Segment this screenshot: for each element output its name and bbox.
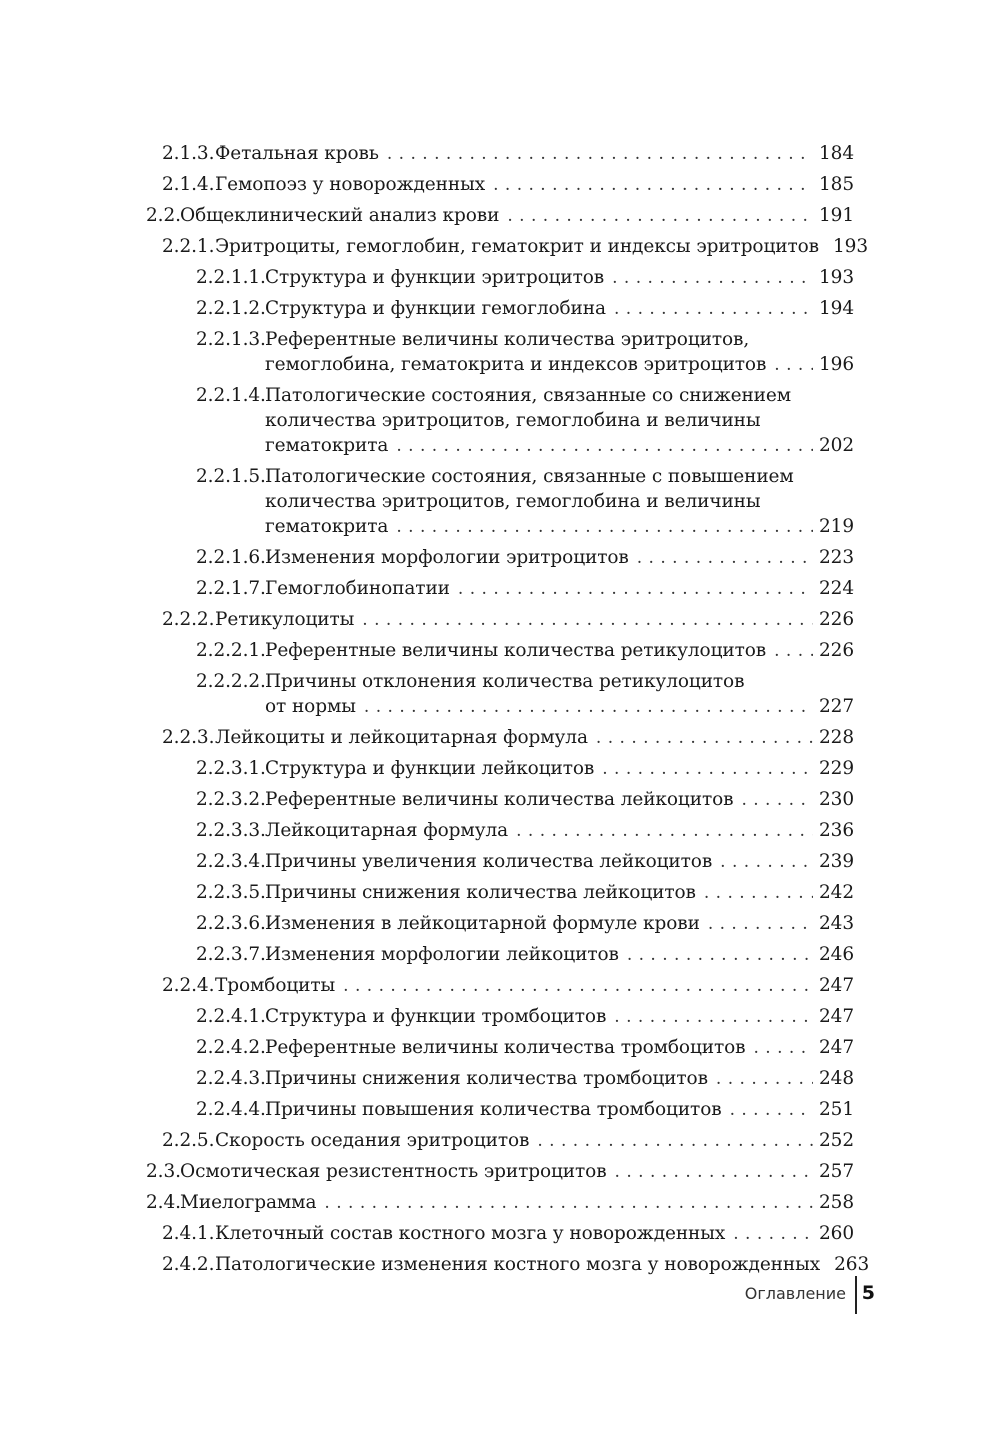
- dot-leader: [612, 266, 813, 291]
- toc-entry[interactable]: [146, 576, 854, 602]
- toc-entry-title-line: Патологические состояния, связанные с повышением: [265, 466, 794, 487]
- toc-entry-number: 2.2.1.3.: [196, 329, 266, 350]
- dot-leader: [708, 912, 813, 937]
- toc-entry-page: 185: [818, 174, 854, 195]
- toc-entry-page: 196: [818, 354, 854, 375]
- toc-entry-page: 260: [818, 1223, 854, 1244]
- dot-leader: [458, 577, 813, 602]
- toc-entry[interactable]: [146, 638, 854, 664]
- toc-entry[interactable]: [146, 1035, 854, 1061]
- toc-entry-page: 193: [833, 236, 869, 257]
- toc-entry[interactable]: [146, 234, 869, 260]
- toc-entry-number: 2.2.3.5.: [196, 882, 266, 903]
- toc-entry-number: 2.2.4.4.: [196, 1099, 266, 1120]
- dot-leader: [733, 1222, 813, 1247]
- toc-entry-number: 2.2.1.6.: [196, 547, 266, 568]
- toc-entry-number: 2.2.1.4.: [196, 385, 266, 406]
- toc-entry-number: 2.2.1.: [162, 236, 215, 257]
- toc-entry-title-line: Причины увеличения количества лейкоцитов: [265, 851, 713, 872]
- toc-entry-number: 2.2.4.1.: [196, 1006, 266, 1027]
- toc-entry[interactable]: [146, 669, 854, 720]
- toc-entry-page: 202: [818, 435, 854, 456]
- dot-leader: [741, 788, 813, 813]
- toc-entry-title-line: Общеклинический анализ крови: [180, 205, 500, 226]
- dot-leader: [343, 974, 813, 999]
- toc-entry[interactable]: [146, 756, 854, 782]
- toc-entry-title-line: Патологические состояния, связанные со снижением: [265, 385, 792, 406]
- toc-entry-page: 247: [818, 1006, 854, 1027]
- toc-entry-page: 184: [818, 143, 854, 164]
- toc-entry-title-line: Референтные величины количества лейкоцитов: [265, 789, 734, 810]
- toc-entry-title-line: Гемоглобинопатии: [265, 578, 450, 599]
- dot-leader: [493, 173, 813, 198]
- toc-entry-number: 2.2.3.6.: [196, 913, 266, 934]
- toc-entry-page: 219: [818, 516, 854, 537]
- toc-entry-number: 2.2.3.2.: [196, 789, 266, 810]
- toc-entry-page: 229: [818, 758, 854, 779]
- toc-entry-number: 2.2.3.1.: [196, 758, 266, 779]
- dot-leader: [704, 881, 813, 906]
- toc-entry[interactable]: [146, 1004, 854, 1030]
- toc-entry-page: 227: [818, 696, 854, 717]
- toc-entry[interactable]: [146, 1190, 854, 1216]
- toc-entry[interactable]: [146, 327, 854, 378]
- toc-entry-title-line: Лейкоциты и лейкоцитарная формула: [215, 727, 588, 748]
- dot-leader: [754, 1036, 813, 1061]
- toc-entry[interactable]: [146, 880, 854, 906]
- toc-entry-title-line: Осмотическая резистентность эритроцитов: [180, 1161, 607, 1182]
- toc-entry[interactable]: [146, 172, 854, 198]
- footer-divider: [855, 1276, 857, 1314]
- toc-entry-page: 258: [818, 1192, 854, 1213]
- toc-entry-page: 236: [818, 820, 854, 841]
- toc-entry-page: 226: [818, 640, 854, 661]
- toc-entry-page: 263: [834, 1254, 870, 1275]
- toc-entry-page: 226: [818, 609, 854, 630]
- dot-leader: [396, 434, 813, 459]
- toc-entry[interactable]: [146, 464, 854, 540]
- toc-entry-number: 2.2.3.7.: [196, 944, 266, 965]
- toc-entry-title-line: Миелограмма: [180, 1192, 317, 1213]
- toc-entry-title-line: Лейкоцитарная формула: [265, 820, 509, 841]
- table-of-contents: [146, 141, 870, 1283]
- dot-leader: [716, 1067, 813, 1092]
- toc-entry-number: 2.2.3.4.: [196, 851, 266, 872]
- toc-entry-number: 2.1.4.: [162, 174, 215, 195]
- dot-leader: [730, 1098, 813, 1123]
- toc-entry-page: 228: [818, 727, 854, 748]
- running-header-label: Оглавление: [744, 1284, 846, 1303]
- toc-entry-number: 2.2.2.1.: [196, 640, 266, 661]
- toc-entry-page: 191: [818, 205, 854, 226]
- toc-entry-title-line: Скорость оседания эритроцитов: [215, 1130, 530, 1151]
- toc-entry-page: 246: [818, 944, 854, 965]
- toc-entry-title-line: от нормы: [265, 696, 356, 717]
- dot-leader: [324, 1191, 813, 1216]
- toc-entry-page: 247: [818, 975, 854, 996]
- dot-leader: [387, 142, 813, 167]
- toc-entry-title-line: Референтные величины количества ретикулоцитов: [265, 640, 767, 661]
- toc-entry-number: 2.2.: [146, 205, 181, 226]
- toc-entry-title-line: гемоглобина, гематокрита и индексов эритроцитов: [265, 354, 767, 375]
- toc-entry[interactable]: [146, 1252, 870, 1278]
- toc-entry-number: 2.2.3.3.: [196, 820, 266, 841]
- toc-entry-page: 243: [818, 913, 854, 934]
- toc-entry[interactable]: [146, 1159, 854, 1185]
- toc-entry-page: 239: [818, 851, 854, 872]
- toc-entry-number: 2.1.3.: [162, 143, 215, 164]
- toc-entry-page: 252: [818, 1130, 854, 1151]
- toc-entry[interactable]: [146, 942, 854, 968]
- toc-entry-title-line: гематокрита: [265, 516, 389, 537]
- toc-entry[interactable]: [146, 787, 854, 813]
- toc-entry[interactable]: [146, 545, 854, 571]
- toc-entry-page: 230: [818, 789, 854, 810]
- toc-entry[interactable]: [146, 973, 854, 999]
- toc-entry-number: 2.2.1.7.: [196, 578, 266, 599]
- toc-entry-title-line: Ретикулоциты: [215, 609, 355, 630]
- toc-entry[interactable]: [146, 725, 854, 751]
- toc-entry-page: 257: [818, 1161, 854, 1182]
- toc-entry-title-line: Изменения морфологии эритроцитов: [265, 547, 629, 568]
- dot-leader: [614, 297, 813, 322]
- toc-entry-title-line: Тромбоциты: [215, 975, 336, 996]
- toc-entry-title-line: Изменения в лейкоцитарной формуле крови: [265, 913, 700, 934]
- toc-entry-title-line: Референтные величины количества тромбоцитов: [265, 1037, 746, 1058]
- toc-entry-title-line: Структура и функции лейкоцитов: [265, 758, 595, 779]
- page-number: 5: [861, 1282, 875, 1304]
- toc-entry-page: 248: [818, 1068, 854, 1089]
- toc-entry-page: 223: [818, 547, 854, 568]
- toc-entry[interactable]: [146, 1097, 854, 1123]
- toc-entry-number: 2.2.2.: [162, 609, 215, 630]
- toc-entry-title-line: количества эритроцитов, гемоглобина и величины: [265, 491, 761, 512]
- page-footer: [730, 1276, 880, 1316]
- toc-entry-title-line: Изменения морфологии лейкоцитов: [265, 944, 619, 965]
- toc-entry-title-line: количества эритроцитов, гемоглобина и величины: [265, 410, 761, 431]
- toc-entry-title-line: Референтные величины количества эритроцитов,: [265, 329, 750, 350]
- toc-entry-page: 242: [818, 882, 854, 903]
- toc-entry-number: 2.2.2.2.: [196, 671, 266, 692]
- toc-entry-number: 2.2.1.2.: [196, 298, 266, 319]
- dot-leader: [627, 943, 813, 968]
- toc-entry[interactable]: [146, 1128, 854, 1154]
- toc-entry[interactable]: [146, 607, 854, 633]
- dot-leader: [537, 1129, 813, 1154]
- dot-leader: [637, 546, 813, 571]
- toc-entry[interactable]: [146, 296, 854, 322]
- toc-entry-number: 2.4.: [146, 1192, 181, 1213]
- toc-entry-title-line: Структура и функции тромбоцитов: [265, 1006, 607, 1027]
- toc-entry[interactable]: [146, 383, 854, 459]
- toc-entry-title-line: гематокрита: [265, 435, 389, 456]
- dot-leader: [774, 639, 813, 664]
- dot-leader: [774, 353, 813, 378]
- toc-entry-number: 2.2.4.3.: [196, 1068, 266, 1089]
- dot-leader: [396, 515, 813, 540]
- toc-entry-number: 2.2.5.: [162, 1130, 215, 1151]
- toc-entry-number: 2.4.2.: [162, 1254, 215, 1275]
- dot-leader: [615, 1160, 813, 1185]
- toc-entry-page: 251: [818, 1099, 854, 1120]
- toc-entry[interactable]: [146, 1066, 854, 1092]
- toc-entry-title-line: Клеточный состав костного мозга у новорожденных: [215, 1223, 726, 1244]
- dot-leader: [596, 726, 813, 751]
- toc-entry-page: 193: [818, 267, 854, 288]
- toc-entry-title-line: Патологические изменения костного мозга у новорожденных: [215, 1254, 821, 1275]
- toc-entry-number: 2.2.4.2.: [196, 1037, 266, 1058]
- dot-leader: [516, 819, 813, 844]
- toc-entry[interactable]: [146, 203, 854, 229]
- toc-entry-title-line: Структура и функции гемоглобина: [265, 298, 606, 319]
- dot-leader: [364, 695, 813, 720]
- toc-entry[interactable]: [146, 1221, 854, 1247]
- toc-entry-number: 2.2.3.: [162, 727, 215, 748]
- toc-entry[interactable]: [146, 818, 854, 844]
- toc-entry-title-line: Причины снижения количества лейкоцитов: [265, 882, 696, 903]
- toc-entry-number: 2.2.1.1.: [196, 267, 266, 288]
- dot-leader: [362, 608, 813, 633]
- toc-entry-title-line: Фетальная кровь: [215, 143, 379, 164]
- toc-entry[interactable]: [146, 911, 854, 937]
- toc-entry-title-line: Причины повышения количества тромбоцитов: [265, 1099, 722, 1120]
- toc-entry-title-line: Причины отклонения количества ретикулоцитов: [265, 671, 745, 692]
- toc-entry-number: 2.2.1.5.: [196, 466, 266, 487]
- dot-leader: [507, 204, 813, 229]
- toc-entry[interactable]: [146, 141, 854, 167]
- dot-leader: [720, 850, 813, 875]
- dot-leader: [614, 1005, 813, 1030]
- toc-entry[interactable]: [146, 265, 854, 291]
- toc-entry-page: 247: [818, 1037, 854, 1058]
- toc-entry-title-line: Причины снижения количества тромбоцитов: [265, 1068, 708, 1089]
- toc-entry-title-line: Структура и функции эритроцитов: [265, 267, 605, 288]
- toc-entry-number: 2.4.1.: [162, 1223, 215, 1244]
- toc-entry-number: 2.3.: [146, 1161, 181, 1182]
- toc-entry-title-line: Эритроциты, гемоглобин, гематокрит и индексы эритроцитов: [215, 236, 819, 257]
- toc-entry-page: 224: [818, 578, 854, 599]
- toc-entry-title-line: Гемопоэз у новорожденных: [215, 174, 486, 195]
- toc-entry[interactable]: [146, 849, 854, 875]
- toc-entry-page: 194: [818, 298, 854, 319]
- dot-leader: [602, 757, 813, 782]
- toc-entry-number: 2.2.4.: [162, 975, 215, 996]
